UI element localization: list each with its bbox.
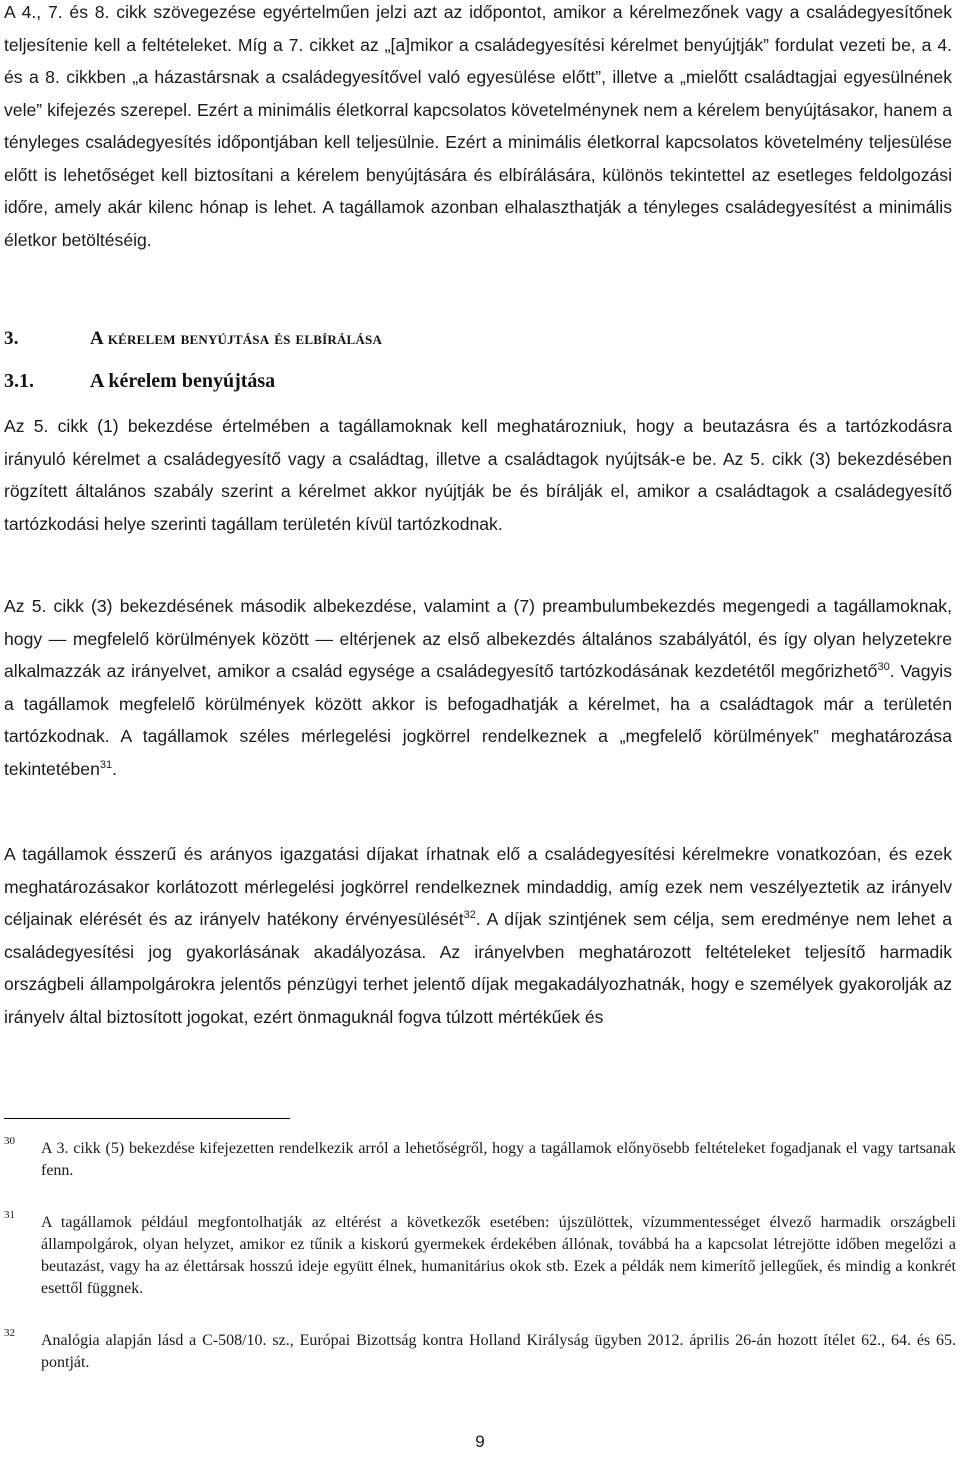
- paragraph-segment: . A díjak szintjének sem célja, sem eredménye nem lehet a családegyesítési jog gyakorlásának akadályozása. Az irányelvben meghatározott feltételeket teljesítő harmadik országbeli állampolgárokra jelentős pénzügyi terhet jelentő díjak megakadályozhatnák, hogy e személyek gyakorolják az irányelv által biztosított jogokat, ezért önmaguknál fogva túlzott mértékűek és: [4, 909, 952, 1027]
- paragraph-derogation: [4, 590, 952, 785]
- footnote-text: A tagállamok például megfontolhatják az eltérést a következők esetében: újszülöttek, vízummentességet élvező harmadik országbeli állampolgárok, olyan helyzet, amikor ez tűnik a kiskorú gyermekek érdekében állónak, továbbá ha a kapcsolat létrejötte időben megelőzi a beutazást, vagy ha az élettársak hosszú ideje együtt élnek, humanitárius okok stb. Ezek a példák nem kimerítő jellegűek, és mindig a konkrét esettől függnek.: [41, 1214, 956, 1297]
- paragraph-segment: Az 5. cikk (3) bekezdésének második albekezdése, valamint a (7) preambulumbekezdés megengedi a tagállamoknak, hogy — megfelelő körülmények között — eltérjenek az első albekezdés általános szabályától, és így olyan helyzetekre alkalmazzák az irányelvet, amikor a család egysége a családegyesítő tartózkodásának kezdetétől megőrizhető: [4, 596, 952, 681]
- page-number: 9: [475, 1432, 485, 1451]
- footnote-31: [4, 1209, 956, 1300]
- footnote-ref-31[interactable]: 31: [99, 758, 113, 771]
- paragraph-segment: .: [112, 758, 118, 779]
- paragraph-text: [4, 590, 952, 785]
- paragraph-text: [4, 838, 952, 1033]
- paragraph-minimum-age: [4, 0, 952, 256]
- subsection-number: 3.1.: [4, 370, 34, 392]
- footnote-text: Analógia alapján lásd a C-508/10. sz., Európai Bizottság kontra Holland Királyság ügyben 2012. április 26-án hozott ítélet 62., 64. és 65. pontját.: [41, 1332, 956, 1371]
- subsection-heading: [4, 370, 275, 393]
- footnote-ref-30[interactable]: 30: [877, 661, 890, 674]
- paragraph-segment: A tagállamok ésszerű és arányos igazgatási díjakat írhatnak elő a családegyesítési kérelmekre vonatkozóan, és ezek meghatározásakor korlátozott mérlegelési jogkörrel rendelkeznek mindaddig, amíg ezek nem veszélyeztetik az irányelv céljainak elérését és az irányelv hatékony érvényesülését: [4, 844, 952, 929]
- paragraph-fees: [4, 838, 952, 1033]
- footnote-30: [4, 1135, 956, 1182]
- section-heading: [4, 328, 382, 350]
- footnote-number: 31: [4, 1209, 15, 1221]
- paragraph-text: Az 5. cikk (1) bekezdése értelmében a tagállamoknak kell meghatározniuk, hogy a beutazásra és a tartózkodásra irányuló kérelmet a családegyesítő vagy a családtag, illetve a családtagok nyújtsák-e be. Az 5. cikk (3) bekezdésében rögzített általános szabály szerint a kérelmet akkor nyújtják be és bírálják el, amikor a családtagok a családegyesítő tartózkodási helye szerinti tagállam területén kívül tartózkodnak.: [4, 416, 952, 534]
- section-number: 3.: [4, 328, 19, 349]
- footnote-separator: [4, 1118, 290, 1119]
- footnote-32: [4, 1327, 956, 1374]
- subsection-title: A kérelem benyújtása: [90, 370, 276, 392]
- footnote-text: A 3. cikk (5) bekezdése kifejezetten rendelkezik arról a lehetőségről, hogy a tagállamok előnyösebb feltételeket fogadjanak el vagy tartsanak fenn.: [41, 1140, 956, 1179]
- footnote-ref-32[interactable]: 32: [463, 909, 476, 922]
- paragraph-who-submits: [4, 410, 952, 540]
- paragraph-segment: . Vagyis a tagállamok megfelelő körülmények között akkor is befogadhatják a kérelmet, ha a családtagok már a területén tartózkodnak. A tagállamok széles mérlegelési jogkörrel rendelkeznek a „megfelelő körülmények” meghatározása tekintetében: [4, 661, 953, 779]
- footnote-number: 30: [4, 1135, 15, 1147]
- paragraph-text: A 4., 7. és 8. cikk szövegezése egyértelműen jelzi azt az időpontot, amikor a kérelmezőnek vagy a családegyesítőnek teljesítenie kell a feltételeket. Míg a 7. cikket az „[a]mikor a családegyesítési kérelmet benyújtják” fordulat vezeti be, a 4. és a 8. cikkben „a házastársnak a családegyesítővel való egyesülése előtt”, illetve a „mielőtt családtagjai egyesülnének vele” kifejezés szerepel. Ezért a minimális életkorral kapcsolatos követelménynek nem a kérelem benyújtásakor, hanem a tényleges családegyesítés időpontjában kell teljesülnie. Ezért a minimális életkorral kapcsolatos követelmény teljesülése előtt is lehetőséget kell biztosítani a kérelem benyújtására és elbírálására, különös tekintettel az esetleges feldolgozási időre, amely akár kilenc hónap is lehet. A tagállamok azonban elhalaszthatják a tényleges családegyesítést a minimális életkor betöltéséig.: [4, 2, 952, 250]
- footnote-number: 32: [4, 1327, 15, 1339]
- section-title: A kérelem benyújtása és elbírálása: [90, 328, 383, 349]
